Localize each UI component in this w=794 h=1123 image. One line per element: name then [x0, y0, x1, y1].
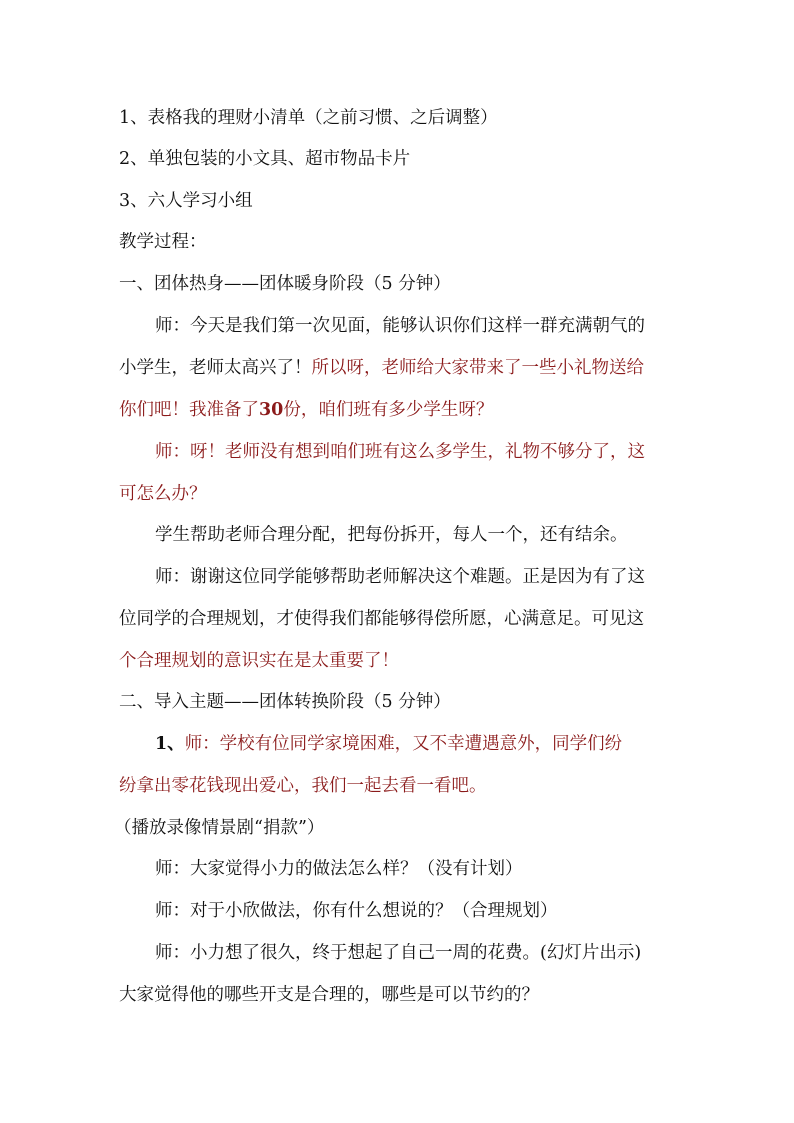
teaching-process-heading: 教学过程： — [119, 232, 207, 252]
section2-p1-number: 1、 — [155, 734, 185, 754]
section1-p1-line2 — [119, 356, 644, 380]
section1-heading: 一、团体热身——团体暖身阶段（5 分钟） — [119, 274, 451, 294]
section1-p1-line3 — [119, 398, 493, 422]
section1-p1-line3-red-b: 份，咱们班有多少学生呀？ — [283, 400, 494, 420]
section1-p4-line3: 个合理规划的意识实在是太重要了！ — [119, 651, 399, 671]
section1-p1-line3-red-a: 你们吧！我准备了 — [119, 400, 259, 420]
section1-p1-line2-black: 小学生，老师太高兴了！ — [119, 358, 312, 378]
section2-p1-line2: 纷拿出零花钱现出爱心，我们一起去看一看吧。 — [119, 776, 487, 796]
material-item-3: 3、六人学习小组 — [119, 191, 253, 211]
section1-p4-line1: 师：谢谢这位同学能够帮助老师解决这个难题。正是因为有了这 — [155, 567, 645, 587]
section2-heading: 二、导入主题——团体转换阶段（5 分钟） — [119, 692, 451, 712]
section2-p1-line1-red: 师：学校有位同学家境困难，又不幸遭遇意外，同学们纷 — [184, 734, 623, 754]
section2-p3: 师：大家觉得小力的做法怎么样？（没有计划） — [155, 859, 523, 879]
section1-p3: 学生帮助老师合理分配，把每份拆开，每人一个，还有结余。 — [155, 525, 628, 545]
section2-p4: 师：对于小欣做法，你有什么想说的？（合理规划） — [155, 901, 558, 921]
section1-p1-line1: 师：今天是我们第一次见面，能够认识你们这样一群充满朝气的 — [155, 316, 645, 336]
section2-p2: （播放录像情景剧“捐款”） — [114, 818, 325, 838]
section2-p5-line1: 师：小力想了很久，终于想起了自己一周的花费。(幻灯片出示) — [155, 943, 642, 963]
section1-p1-line3-number: 30 — [259, 400, 284, 420]
section1-p2-line2: 可怎么办？ — [119, 484, 207, 504]
section1-p4-line2: 位同学的合理规划，才使得我们都能够得偿所愿，心满意足。可见这 — [119, 609, 644, 629]
material-item-1: 1、表格我的理财小清单（之前习惯、之后调整） — [119, 108, 498, 128]
section2-p1-line1 — [155, 732, 622, 756]
section2-p5-line2: 大家觉得他的哪些开支是合理的，哪些是可以节约的？ — [119, 985, 539, 1005]
section1-p2-line1: 师：呀！老师没有想到咱们班有这么多学生，礼物不够分了，这 — [155, 442, 645, 462]
material-item-2: 2、单独包装的小文具、超市物品卡片 — [119, 149, 411, 169]
section1-p1-line2-red: 所以呀，老师给大家带来了一些小礼物送给 — [311, 358, 644, 378]
